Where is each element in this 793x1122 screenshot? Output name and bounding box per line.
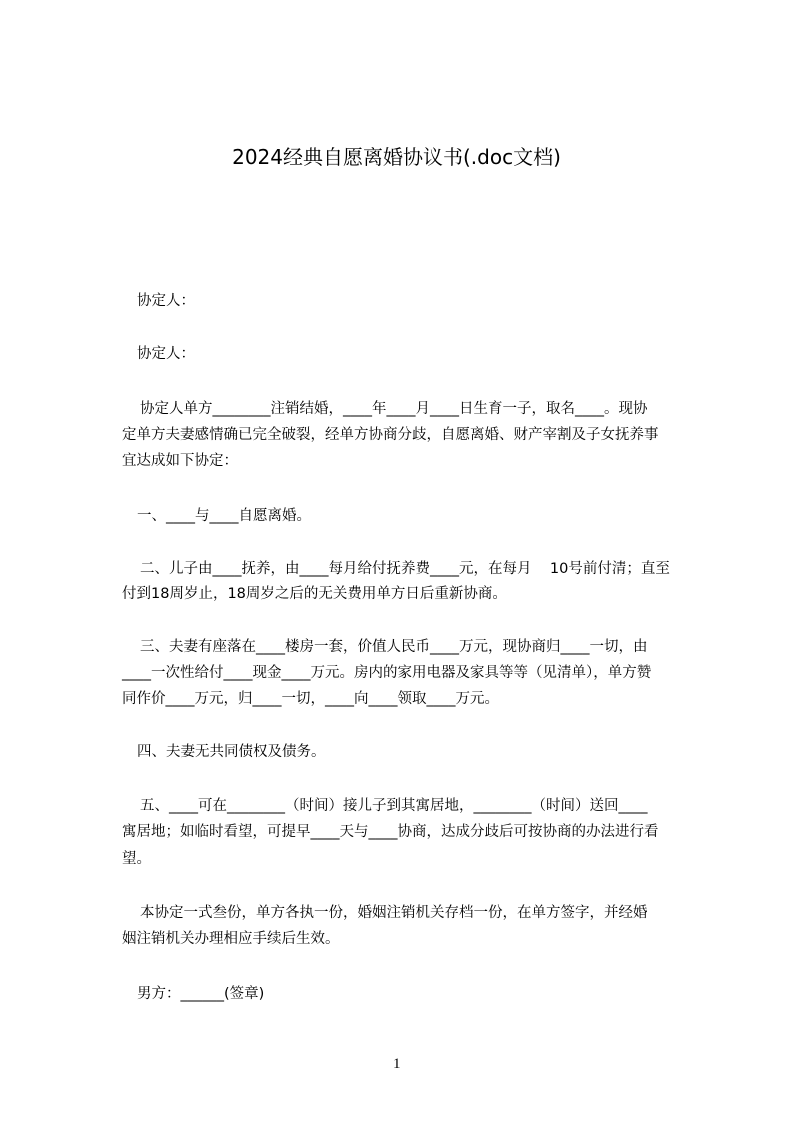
clause-3-line: ____一次性给付____现金____万元。房内的家用电器及家具等等（见清单），单方赞 (122, 665, 652, 681)
signature-male: 男方：______(签章) (137, 986, 265, 1002)
clause-1: 一、____与____自愿离婚。 (137, 508, 311, 524)
clause-2-line: 二、儿子由____抚养，由____每月给付抚养费____元，在每月 10号前付清；直至 (140, 561, 670, 577)
closing-line: 姻注销机关办理相应手续后生效。 (122, 931, 340, 947)
party-line-1: 协定人： (137, 293, 195, 309)
page-number: 1 (393, 1056, 401, 1072)
clause-4: 四、夫妻无共同债权及债务。 (137, 744, 326, 760)
clause-5-line: 望。 (122, 851, 151, 867)
intro-line: 宜达成如下协定： (122, 453, 238, 469)
clause-2-line: 付到18周岁止，18周岁之后的无关费用单方日后重新协商。 (122, 586, 507, 602)
clause-3-line: 同作价____万元，归____一切，____向____领取____万元。 (122, 691, 499, 707)
clause-5-line: 寓居地；如临时看望，可提早____天与____协商，达成分歧后可按协商的办法进行看 (122, 824, 659, 840)
intro-line: 定单方夫妻感情确已完全破裂，经单方协商分歧，自愿离婚、财产宰割及子女抚养事 (122, 427, 659, 443)
document-title: 2024经典自愿离婚协议书(.doc文档) (232, 145, 561, 169)
clause-5-line: 五、____可在________（时间）接儿子到其寓居地，________（时间）送回____ (140, 798, 648, 814)
intro-line: 协定人单方________注销结婚，____年____月____日生育一子，取名____。现协 (140, 401, 648, 417)
party-line-2: 协定人： (137, 346, 195, 362)
clause-3-line: 三、夫妻有座落在____楼房一套，价值人民币____万元，现协商归____一切，由 (140, 639, 648, 655)
closing-line: 本协定一式叁份，单方各执一份，婚姻注销机关存档一份，在单方签字，并经婚 (140, 905, 648, 921)
